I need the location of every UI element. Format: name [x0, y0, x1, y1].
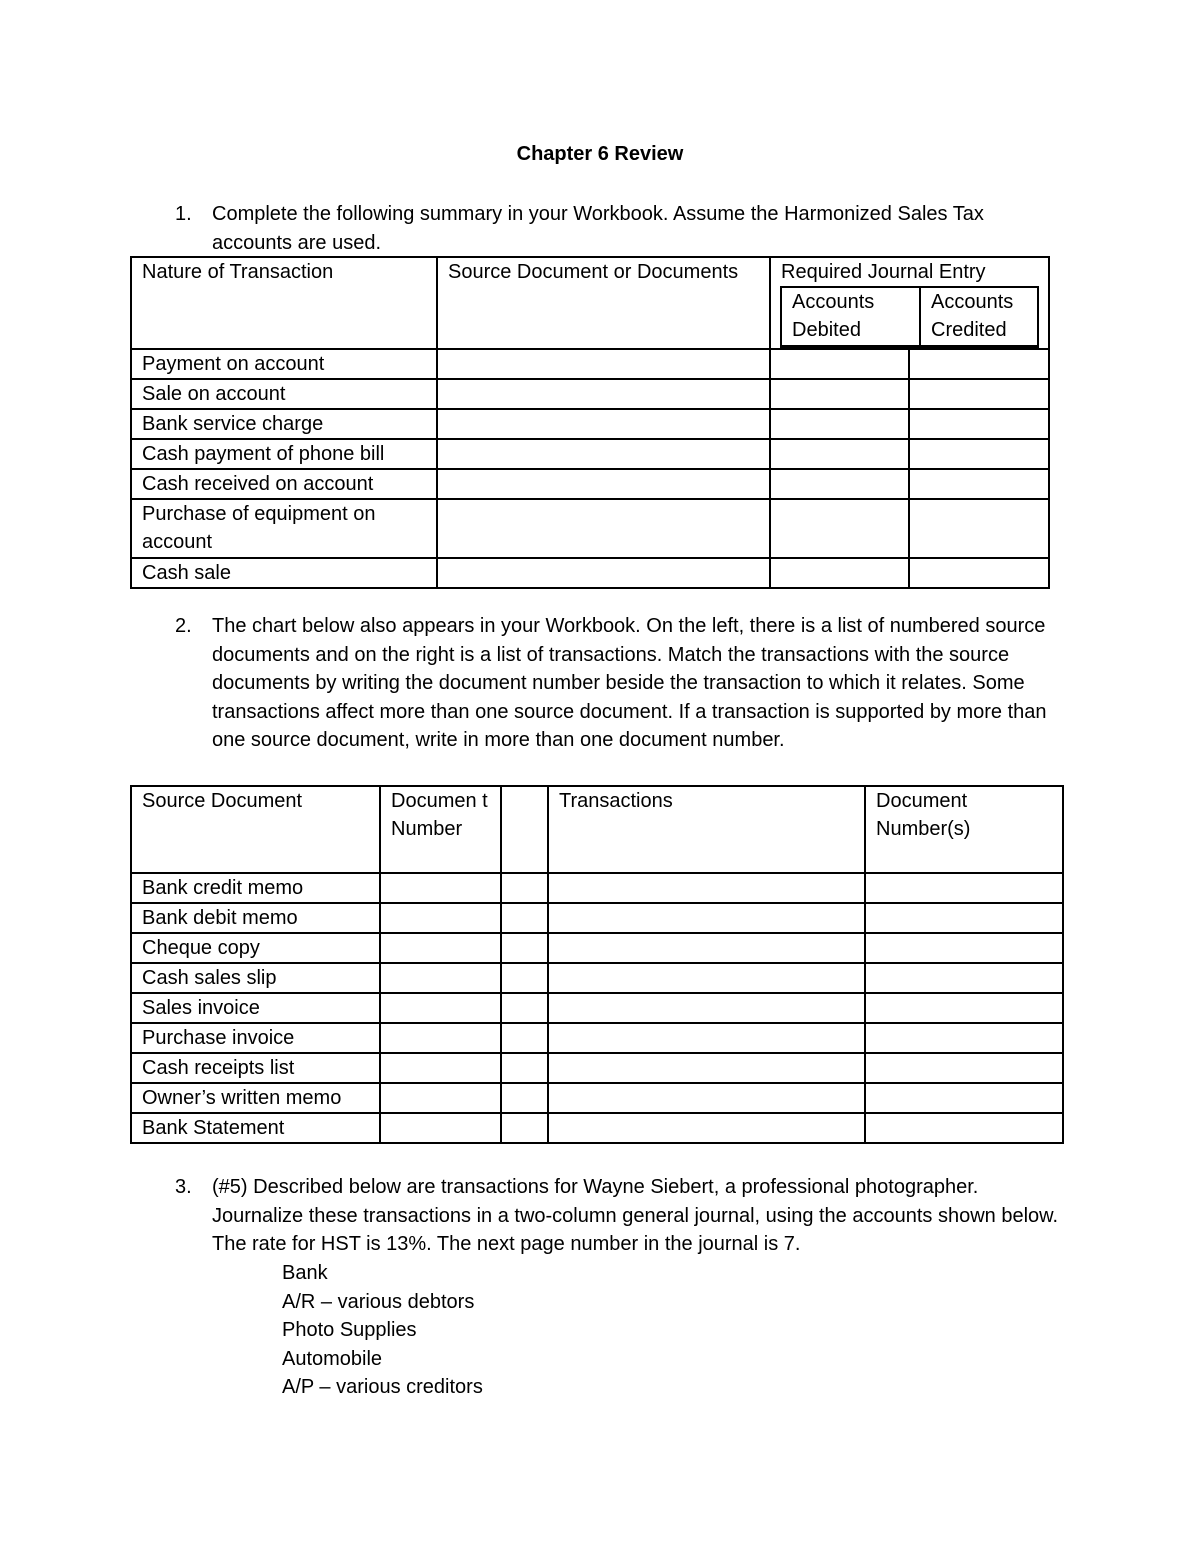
table-row [131, 1023, 1063, 1053]
question-2-number: 2. [175, 615, 192, 637]
question-3 [175, 1173, 1065, 1259]
header-source-document: Source Document [131, 786, 380, 873]
accounts-credited-cell[interactable] [909, 469, 1049, 499]
transaction-cell[interactable] [548, 993, 865, 1023]
account-item: Bank [282, 1262, 328, 1284]
table-row [131, 1113, 1063, 1143]
table-row [131, 873, 1063, 903]
document-numbers-cell[interactable] [865, 993, 1063, 1023]
spacer-cell [501, 933, 548, 963]
source-document-name: Bank Statement [131, 1113, 380, 1143]
account-item: Automobile [282, 1347, 383, 1370]
account-item: A/R – various debtors [282, 1290, 475, 1313]
accounts-credited-cell[interactable] [909, 558, 1049, 588]
spacer-cell [501, 993, 548, 1023]
source-document-name: Owner’s written memo [131, 1083, 380, 1113]
table-row [131, 933, 1063, 963]
transaction-cell[interactable] [548, 873, 865, 903]
source-document-name: Bank credit memo [131, 873, 380, 903]
table-row [131, 409, 1049, 439]
transaction-name: Cash sale [131, 558, 437, 588]
table-row [131, 349, 1049, 379]
transaction-name: Sale on account [131, 379, 437, 409]
header-required-journal-entry [770, 257, 1049, 349]
table-row [131, 499, 1049, 558]
accounts-debited-cell[interactable] [770, 558, 909, 588]
matching-table [130, 785, 1064, 1144]
transaction-cell[interactable] [548, 1083, 865, 1113]
accounts-debited-cell[interactable] [770, 439, 909, 469]
table-row [131, 469, 1049, 499]
spacer-cell [501, 963, 548, 993]
source-document-cell[interactable] [437, 379, 770, 409]
table-row [131, 963, 1063, 993]
document-number-cell[interactable] [380, 1023, 501, 1053]
transaction-cell[interactable] [548, 1113, 865, 1143]
spacer-cell [501, 1113, 548, 1143]
header-transactions: Transactions [548, 786, 865, 873]
transaction-cell[interactable] [548, 1053, 865, 1083]
accounts-debited-cell[interactable] [770, 469, 909, 499]
accounts-credited-cell[interactable] [909, 379, 1049, 409]
source-document-name: Bank debit memo [131, 903, 380, 933]
question-3-text: (#5) Described below are transactions for Wayne Siebert, a professional photographer. Journalize these transactions in a two-column general journal, using the accounts shown below. The rate for HST is 13%. The next page number in the journal is 7. [212, 1176, 1059, 1255]
spacer-cell [501, 873, 548, 903]
source-document-cell[interactable] [437, 499, 770, 558]
document-number-cell[interactable] [380, 873, 501, 903]
transaction-name: Bank service charge [131, 409, 437, 439]
question-3-number: 3. [175, 1176, 192, 1198]
table-row [131, 1053, 1063, 1083]
table-row [131, 903, 1063, 933]
header-accounts-debited: Accounts Debited [782, 288, 921, 345]
required-journal-entry-label: Required Journal Entry [781, 261, 986, 283]
document-numbers-cell[interactable] [865, 1053, 1063, 1083]
document-numbers-cell[interactable] [865, 1023, 1063, 1053]
header-blank [501, 786, 548, 873]
accounts-debited-cell[interactable] [770, 379, 909, 409]
accounts-credited-cell[interactable] [909, 409, 1049, 439]
header-document-numbers: Document Number(s) [865, 786, 1063, 873]
transaction-cell[interactable] [548, 903, 865, 933]
transaction-name: Payment on account [131, 349, 437, 379]
accounts-debited-cell[interactable] [770, 499, 909, 558]
accounts-credited-cell[interactable] [909, 439, 1049, 469]
header-accounts-credited: Accounts Credited [931, 291, 1014, 341]
document-number-cell[interactable] [380, 933, 501, 963]
transaction-name: Cash received on account [131, 469, 437, 499]
table-row [131, 379, 1049, 409]
question-2-text: The chart below also appears in your Workbook. On the left, there is a list of numbered source documents and on the right is a list of transactions. Match the transactions with the source documents by writing the document number beside the transaction to which it relates. Some transactions affect more than one source document. If a transaction is supported by more than one source document, write in more than one document number. [212, 615, 1047, 751]
question-2 [175, 612, 1065, 755]
document-number-cell[interactable] [380, 993, 501, 1023]
transaction-name: Cash payment of phone bill [131, 439, 437, 469]
spacer-cell [501, 1083, 548, 1113]
transaction-cell[interactable] [548, 933, 865, 963]
header-source-document: Source Document or Documents [437, 257, 770, 349]
transaction-cell[interactable] [548, 1023, 865, 1053]
spacer-cell [501, 1053, 548, 1083]
source-document-cell[interactable] [437, 558, 770, 588]
source-document-name: Cash sales slip [131, 963, 380, 993]
question-1-text: Complete the following summary in your Workbook. Assume the Harmonized Sales Tax accounts are used. [212, 203, 984, 254]
transaction-name: Purchase of equipment on account [131, 499, 437, 558]
source-document-cell[interactable] [437, 409, 770, 439]
document-number-cell[interactable] [380, 1113, 501, 1143]
spacer-cell [501, 1023, 548, 1053]
account-item: Photo Supplies [282, 1319, 417, 1341]
table-row [131, 1083, 1063, 1113]
document-numbers-cell[interactable] [865, 1113, 1063, 1143]
document-numbers-cell[interactable] [865, 963, 1063, 993]
document-numbers-cell[interactable] [865, 873, 1063, 903]
source-document-name: Cash receipts list [131, 1053, 380, 1083]
document-number-cell[interactable] [380, 903, 501, 933]
document-numbers-cell[interactable] [865, 903, 1063, 933]
source-document-cell[interactable] [437, 469, 770, 499]
question-1-number: 1. [175, 203, 192, 225]
table-row [131, 558, 1049, 588]
table-row [131, 993, 1063, 1023]
account-item: A/P – various creditors [282, 1376, 483, 1398]
document-number-cell[interactable] [380, 1083, 501, 1113]
page-title: Chapter 6 Review [516, 143, 684, 165]
source-document-cell[interactable] [437, 349, 770, 379]
spacer-cell [501, 903, 548, 933]
table-row [131, 439, 1049, 469]
accounts-credited-cell[interactable] [909, 349, 1049, 379]
document-numbers-cell[interactable] [865, 1083, 1063, 1113]
document-numbers-cell[interactable] [865, 933, 1063, 963]
source-document-cell[interactable] [437, 439, 770, 469]
header-nature-of-transaction: Nature of Transaction [131, 257, 437, 349]
accounts-credited-cell[interactable] [909, 499, 1049, 558]
source-document-name: Cheque copy [131, 933, 380, 963]
accounts-debited-cell[interactable] [770, 349, 909, 379]
document-number-cell[interactable] [380, 963, 501, 993]
transaction-cell[interactable] [548, 963, 865, 993]
question-1 [175, 200, 1065, 257]
accounts-list [282, 1259, 483, 1402]
source-document-name: Sales invoice [131, 993, 380, 1023]
accounts-debited-cell[interactable] [770, 409, 909, 439]
source-document-name: Purchase invoice [131, 1023, 380, 1053]
header-document-number: Documen t Number [380, 786, 501, 873]
document-number-cell[interactable] [380, 1053, 501, 1083]
summary-table [130, 256, 1050, 589]
